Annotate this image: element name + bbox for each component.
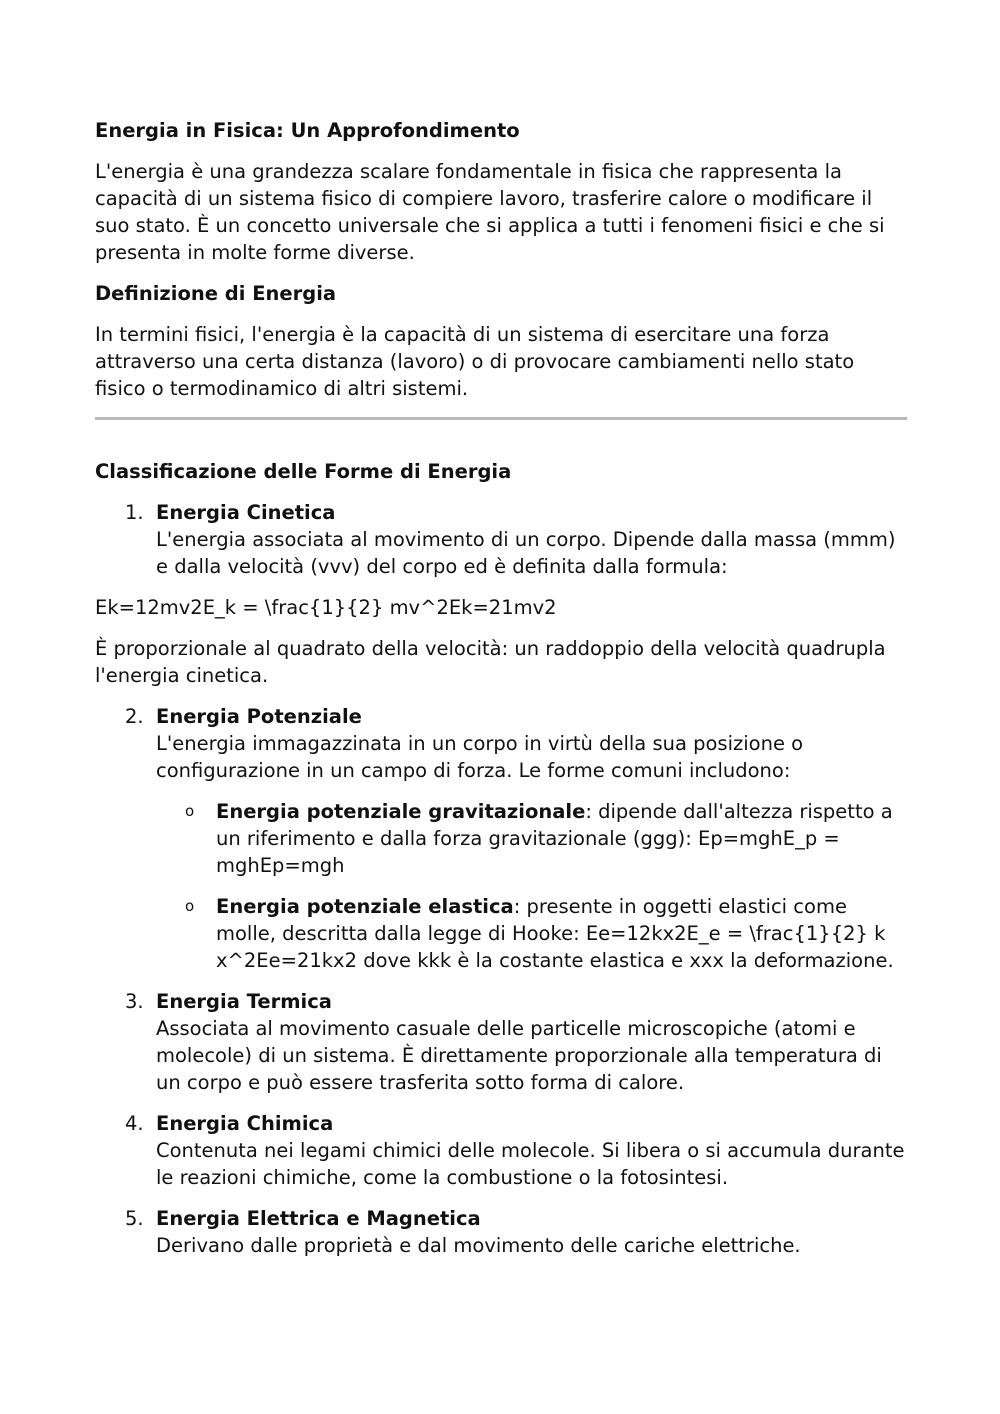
list-item-electric-magnetic <box>95 1205 907 1259</box>
item-title: Energia Elettrica e Magnetica <box>156 1207 481 1230</box>
list-item-chemical <box>95 1110 907 1191</box>
horizontal-divider <box>95 417 907 420</box>
item-description: L'energia immagazzinata in un corpo in virtù della sua posizione o configurazione in un campo di forza. Le forme comuni includono: <box>156 732 804 782</box>
kinetic-note: È proporzionale al quadrato della velocità: un raddoppio della velocità quadrupla l'energia cinetica. <box>95 637 886 687</box>
list-number: 5. <box>125 1207 144 1230</box>
subitem-description: : dipende dall'altezza rispetto a un riferimento e dalla forza gravitazionale (ggg): Ep=mghE_p = mghEp=mgh <box>216 800 893 877</box>
kinetic-formula: Ek=12mv2E_k = \frac{1}{2} mv^2Ek=21mv2 <box>95 596 557 619</box>
item-title: Energia Chimica <box>156 1112 334 1135</box>
list-number: 1. <box>125 501 144 524</box>
item-description: L'energia associata al movimento di un corpo. Dipende dalla massa (mmm) e dalla velocità (vvv) del corpo ed è definita dalla formula: <box>156 528 896 578</box>
item-title: Energia Cinetica <box>156 501 336 524</box>
list-number: 4. <box>125 1112 144 1135</box>
definition-paragraph: In termini fisici, l'energia è la capacità di un sistema di esercitare una forza attraverso una certa distanza (lavoro) o di provocare cambiamenti nello stato fisico o termodinamico di altri sistemi. <box>95 323 855 400</box>
list-item-kinetic <box>95 499 907 580</box>
list-number: 3. <box>125 990 144 1013</box>
item-description: Derivano dalle proprietà e dal movimento delle cariche elettriche. <box>156 1234 801 1257</box>
document-content <box>95 117 907 1259</box>
document-title: Energia in Fisica: Un Approfondimento <box>95 119 520 142</box>
subitem-description: : presente in oggetti elastici come molle, descritta dalla legge di Hooke: Ee=12kx2E_e = \frac{1}{2} k x^2Ee=21kx2 dove kkk è la costante elastica e xxx la deformazione. <box>216 895 894 972</box>
item-description: Associata al movimento casuale delle particelle microscopiche (atomi e molecole) di un sistema. È direttamente proporzionale alla temperatura di un corpo e può essere trasferita sotto forma di calore. <box>156 1017 882 1094</box>
list-item-potential <box>95 703 907 784</box>
subitem-title: Energia potenziale elastica <box>216 895 514 918</box>
item-description: Contenuta nei legami chimici delle molecole. Si libera o si accumula durante le reazioni chimiche, come la combustione o la fotosintesi. <box>156 1139 905 1189</box>
sublist-item-elastic <box>95 893 907 974</box>
definition-heading: Definizione di Energia <box>95 282 337 305</box>
list-item-thermal <box>95 988 907 1096</box>
item-title: Energia Termica <box>156 990 332 1013</box>
classification-heading: Classificazione delle Forme di Energia <box>95 460 512 483</box>
list-number: 2. <box>125 705 144 728</box>
intro-paragraph: L'energia è una grandezza scalare fondamentale in fisica che rappresenta la capacità di un sistema fisico di compiere lavoro, trasferire calore o modificare il suo stato. È un concetto universale che si applica a tutti i fenomeni fisici e che si presenta in molte forme diverse. <box>95 160 885 264</box>
item-title: Energia Potenziale <box>156 705 362 728</box>
subitem-title: Energia potenziale gravitazionale <box>216 800 586 823</box>
bullet-marker: o <box>185 897 195 915</box>
sublist-item-gravitational <box>95 798 907 879</box>
bullet-marker: o <box>185 802 195 820</box>
